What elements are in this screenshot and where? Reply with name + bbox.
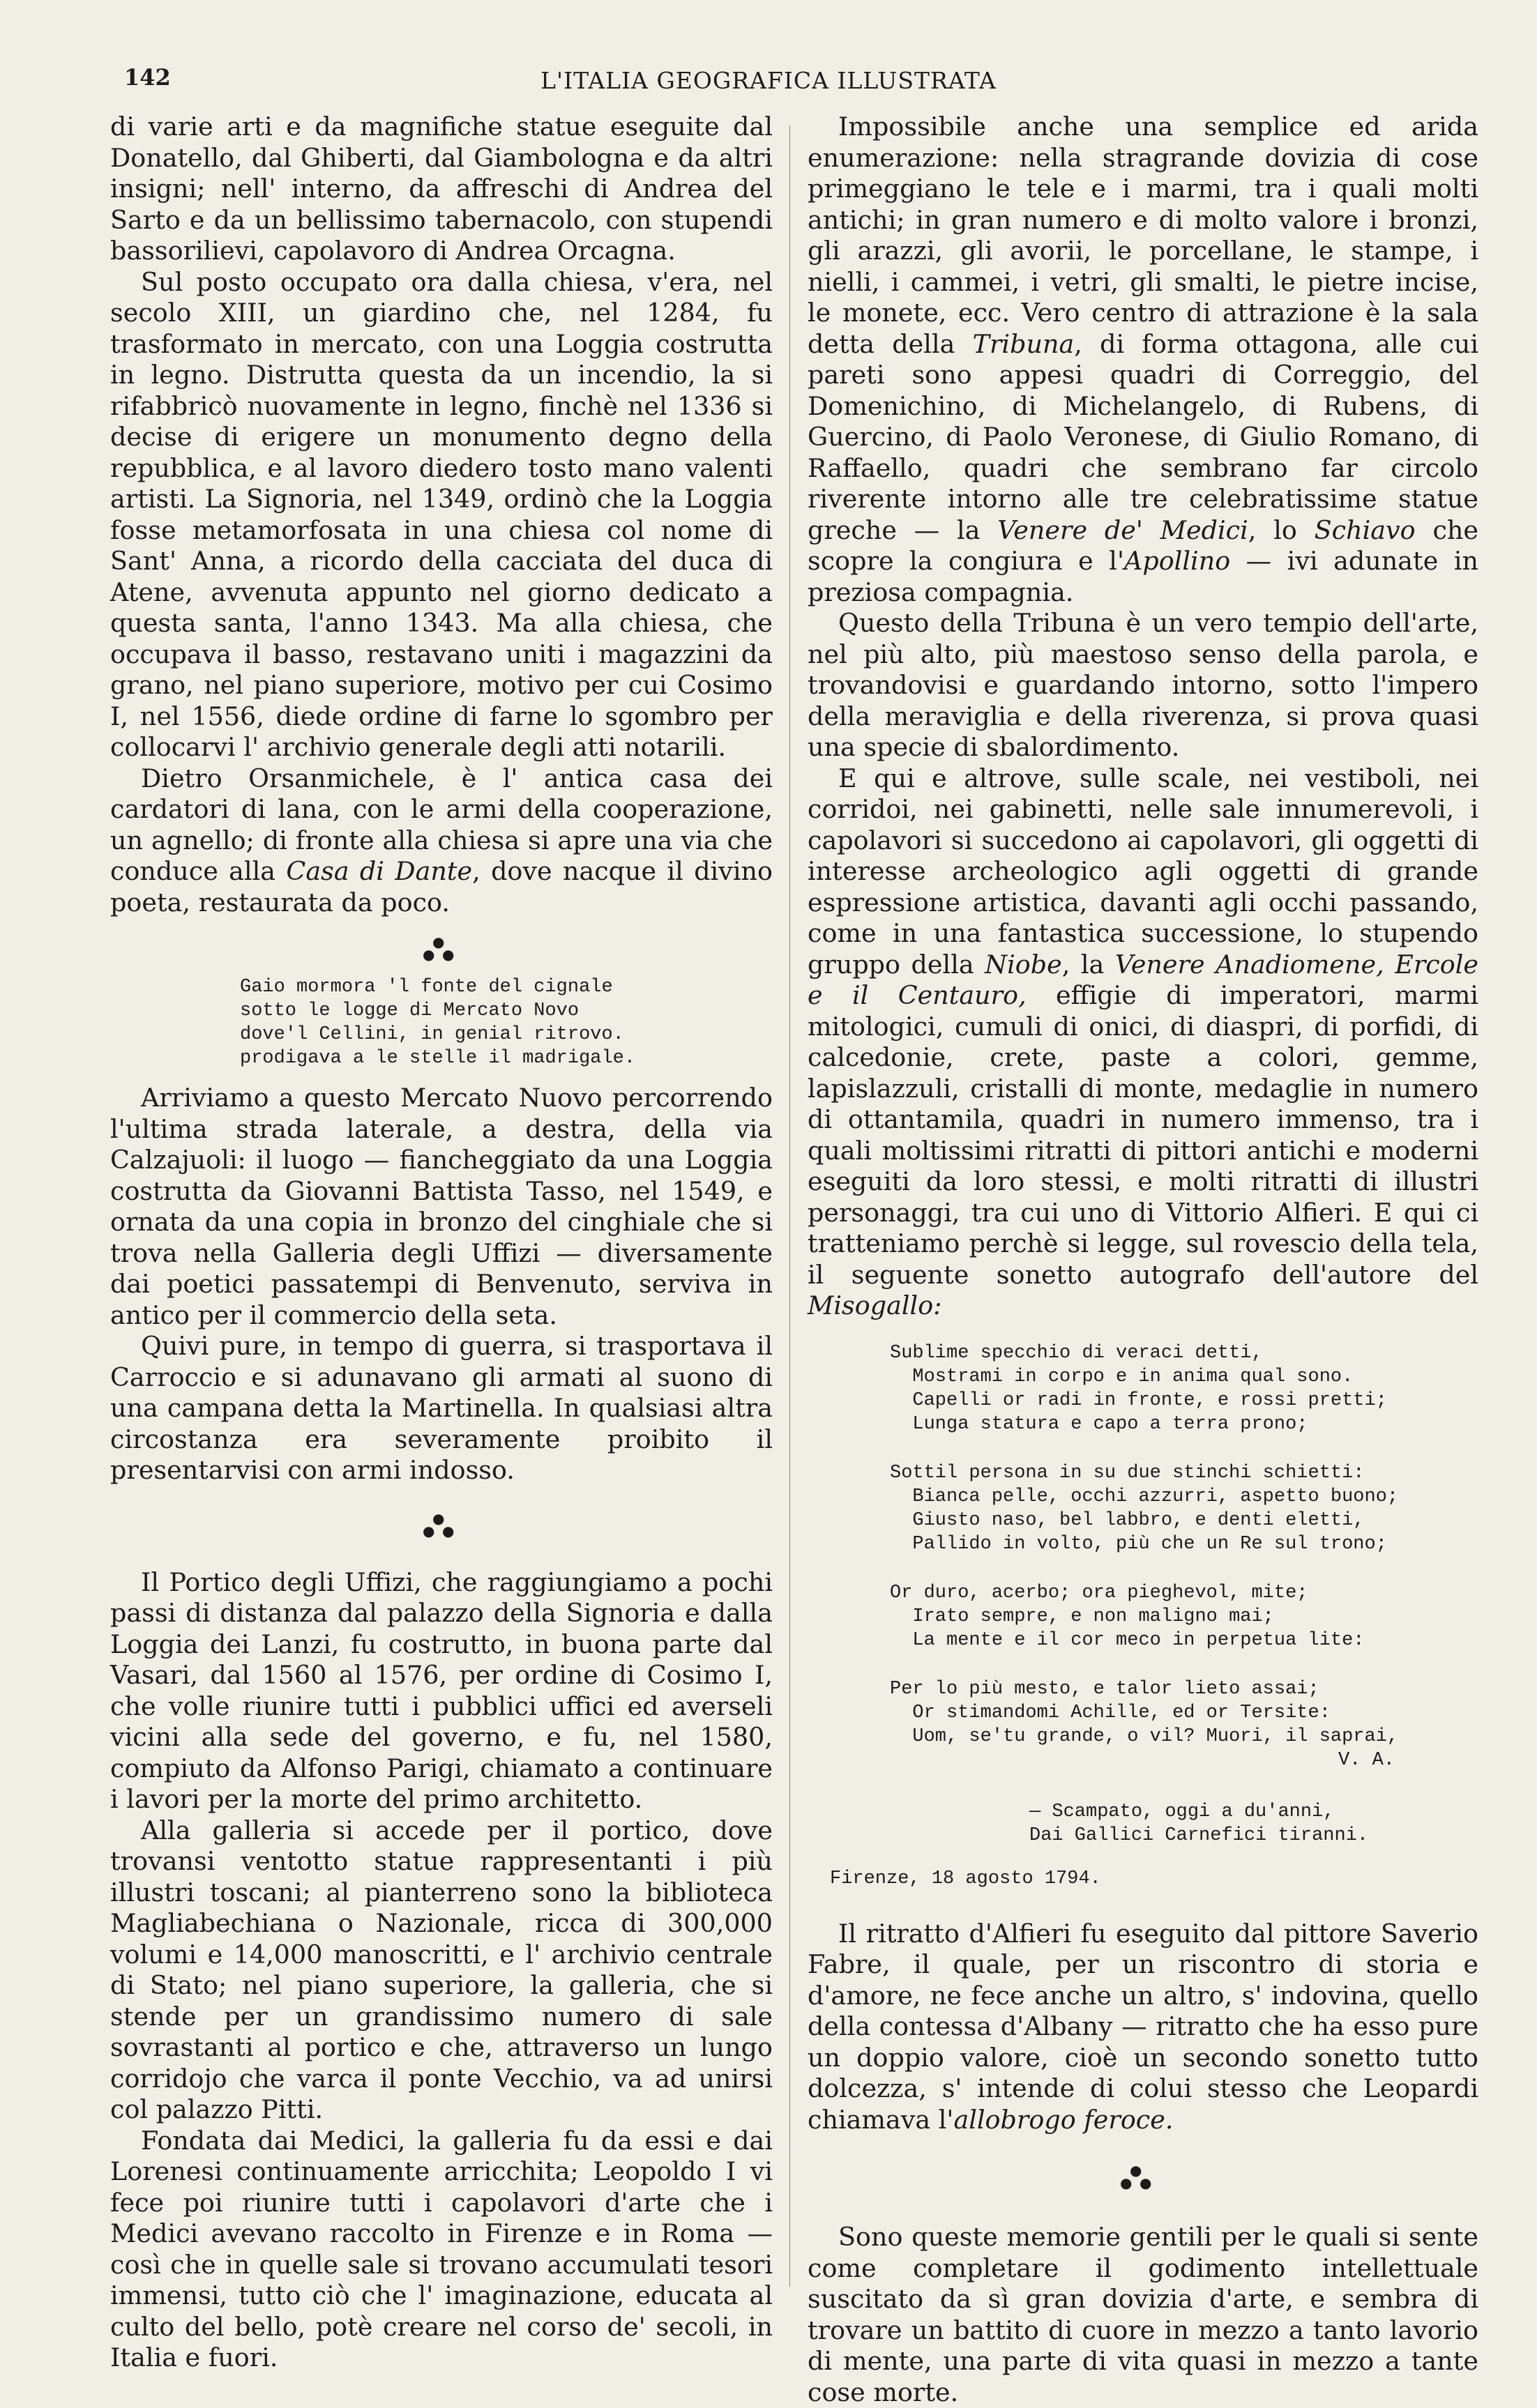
paragraph: Sono queste memorie gentili per le quali si sente come completare il godimento intellettuale suscitato da sì gran dovizia d'arte, e sembra di trovare un battito di cuore in mezzo a tanto lavorio di mente, una parte di vita quasi in mezzo a tante cose morte. xyxy=(808,2222,1478,2407)
verse-line: La mente e il cor meco in perpetua lite: xyxy=(890,1629,1365,1651)
right-column xyxy=(808,112,1478,2408)
text-run: Il ritratto d'Alfieri fu eseguito dal pittore Saverio Fabre, il quale, per un riscontro di storia e d'amore, ne fece anche un altro, s' indovina, quello della contessa d'Albany — ritratto che ha esso pure un doppio valore, cioè un secondo sonetto tutto dolcezza, s' intende di colui stesso che Leopardi chiamava l' xyxy=(808,1918,1478,2135)
paragraph: Il Portico degli Uffizi, che raggiungiamo a pochi passi di distanza dal palazzo della Signoria e dalla Loggia dei Lanzi, fu costrutto, in buona parte dal Vasari, dal 1560 al 1576, per ordine di Cosimo I, che volle riunire tutti i pubblici uffici ed averseli vicini alla sede del governo, e fu, nel 1580, compiuto da Alfonso Parigi, chiamato a continuare i lavori per la morte del primo architetto. xyxy=(110,1567,773,1814)
italic-text: Schiavo xyxy=(1314,515,1416,545)
column-divider xyxy=(789,125,790,2287)
italic-text: Venere de' Medici xyxy=(997,515,1248,545)
verse-line: Giusto naso, bel labbro, e denti eletti, xyxy=(890,1509,1365,1531)
verse-line: prodigava a le stelle il madrigale. xyxy=(240,1048,636,1069)
paragraph xyxy=(808,1919,1478,2136)
italic-text: allobrogo feroce. xyxy=(953,2104,1174,2135)
verse-line: Uom, se'tu grande, o vil? Muori, il saprai, xyxy=(890,1725,1399,1747)
verse-line: sotto le logge di Mercato Novo xyxy=(240,1000,580,1021)
verse-line: Bianca pelle, occhi azzurri, aspetto buono; xyxy=(890,1486,1399,1507)
verse-line: Lunga statura e capo a terra prono; xyxy=(890,1413,1308,1435)
paragraph xyxy=(808,112,1478,608)
paragraph: Arriviamo a questo Mercato Nuovo percorrendo l'ultima strada laterale, a destra, della via Calzajuoli: il luogo — fiancheggiato da una Loggia costrutta da Giovanni Battista Tasso, nel 1549, e ornata da una copia in bronzo del cinghiale che si trova nella Galleria degli Uffizi — diversamente dai poetici passatempi di Benvenuto, serviva in antico per il commercio della seta. xyxy=(110,1083,773,1330)
verse-line: Sublime specchio di veraci detti, xyxy=(890,1342,1263,1364)
paragraph: Alla galleria si accede per il portico, dove trovansi ventotto statue rappresentanti i più illustri toscani; al pianterreno sono la biblioteca Magliabechiana o Nazionale, ricca di 300,000 volumi e 14,000 manoscritti, e l' archivio centrale di Stato; nel piano superiore, la galleria, che si stende per un grandissimo numero di sale sovrastanti al portico e che, attraverso un lungo corridojo che varca il ponte Vecchio, va ad unirsi col palazzo Pitti. xyxy=(110,1815,773,2124)
sonnet-signature: V. A. xyxy=(1338,1749,1395,1771)
sonnet-stanza xyxy=(890,1341,1478,1436)
text-run: Dietro Orsanmichele, è l' antica casa dei cardatori di lana, con le armi della cooperazione, un agnello; di fronte alla chiesa si apre una via che conduce alla xyxy=(110,763,773,886)
sonnet-stanza xyxy=(890,1581,1478,1652)
verse-epigraph xyxy=(110,975,773,1070)
sonnet xyxy=(808,1341,1478,1891)
section-separator: ● ● ● xyxy=(1120,2162,1152,2191)
verse-line: Capelli or radi in fronte, e rossi pretti; xyxy=(890,1389,1387,1411)
text-run: — ivi adunate in preziosa compagnia. xyxy=(808,546,1478,607)
text-run: , lo xyxy=(1248,515,1315,545)
paragraph: di varie arti e da magnifiche statue eseguite dal Donatello, dal Ghiberti, dal Giambologna e da altri insigni; nell' interno, da affreschi di Andrea del Sarto e da un bellissimo tabernacolo, con stupendi bassorilievi, capolavoro di Andrea Orcagna. xyxy=(110,112,773,266)
italic-text: Apollino xyxy=(1123,546,1231,576)
verse-line: Mostrami in corpo e in anima qual sono. xyxy=(890,1366,1354,1387)
sonnet-stanza xyxy=(890,1677,1478,1748)
verse-line: Gaio mormora 'l fonte del cignale xyxy=(240,977,613,998)
page-number: 142 xyxy=(124,64,171,91)
running-title: L'ITALIA GEOGRAFICA ILLUSTRATA xyxy=(540,67,997,94)
verse-line: Dai Gallici Carnefici tiranni. xyxy=(1029,1824,1369,1846)
text-run: , la xyxy=(1061,949,1115,980)
verse-line: Sottil persona in su due stinchi schietti: xyxy=(890,1462,1365,1484)
section-separator: ● ● ● xyxy=(423,1509,455,1539)
left-column xyxy=(110,112,773,2374)
sonnet-stanza xyxy=(890,1461,1478,1556)
italic-text: Misogallo: xyxy=(808,1290,942,1320)
text-run: , dove nacque il divino poeta, restaurata da poco. xyxy=(110,856,773,917)
italic-text: Niobe xyxy=(985,949,1062,980)
italic-text: Venere Anadiomene, Ercole e il Centauro, xyxy=(808,949,1478,1010)
paragraph: Questo della Tribuna è un vero tempio dell'arte, nel più alto, più maestoso senso della parola, e trovandovisi e guardando intorno, sotto l'impero della meraviglia e della riverenza, si prova quasi una specie di sbalordimento. xyxy=(808,608,1478,762)
section-separator: ● ● ● xyxy=(423,934,455,963)
paragraph xyxy=(110,763,773,919)
text-run: E qui e altrove, sulle scale, nei vestiboli, nei corridoi, nei gabinetti, nelle sale innumerevoli, i capolavori si succedono ai capolavori, gli oggetti di interesse archeologico agli oggetti di grande espressione artistica, davanti agli occhi passando, come in una fantastica successione, lo stupendo gruppo della xyxy=(808,763,1478,980)
text-run: effigie di imperatori, marmi mitologici, cumuli di onici, di diaspri, di porfidi, di calcedonie, crete, paste a colori, gemme, lapislazzuli, cristalli di monte, medaglie in numero di ottantamila, quadri in numero immenso, tra i quali moltissimi ritratti di pittori antichi e moderni eseguiti da loro stessi, e molti ritratti di illustri personaggi, tra cui uno di Vittorio Alfieri. E qui ci tratteniamo perchè si legge, sul rovescio della tela, il seguente sonetto autografo dell'autore del xyxy=(808,980,1478,1290)
verse-line: Per lo più mesto, e talor lieto assai; xyxy=(890,1678,1319,1700)
sonnet-dateline: Firenze, 18 agosto 1794. xyxy=(830,1868,1101,1889)
sonnet-note xyxy=(890,1800,1478,1847)
italic-text: Tribuna xyxy=(972,328,1075,359)
text-run: che scopre la congiura e l' xyxy=(808,515,1478,576)
text-run: , di forma ottagona, alle cui pareti sono appesi quadri di Correggio, del Domenichino, di Michelangelo, di Rubens, di Guercino, di Paolo Veronese, di Giulio Romano, di Raffaello, quadri che sembrano far circolo riverente intorno alle tre celebratissime statue greche — la xyxy=(808,328,1478,545)
paragraph: Fondata dai Medici, la galleria fu da essi e dai Lorenesi continuamente arricchita; Leopoldo I vi fece poi riunire tutti i capolavori d'arte che i Medici avevano raccolto in Firenze e in Roma — così che in quelle sale si trovano accumulati tesori immensi, tutto ciò che l' imaginazione, educata al culto del bello, potè creare nel corso de' secoli, in Italia e fuori. xyxy=(110,2125,773,2372)
verse-line: Or stimandomi Achille, ed or Tersite: xyxy=(890,1702,1331,1723)
text-run: Impossibile anche una semplice ed arida enumerazione: nella stragrande dovizia di cose primeggiano le tele e i marmi, tra i quali molti antichi; in gran numero e di molto valore i bronzi, gli arazzi, gli avorii, le porcellane, le stampe, i nielli, i cammei, i vetri, gli smalti, le pietre incise, le monete, ecc. Vero centro di attrazione è la sala detta della xyxy=(808,112,1478,359)
italic-text: Casa di Dante xyxy=(286,856,473,886)
paragraph: Quivi pure, in tempo di guerra, si trasportava il Carroccio e si adunavano gli armati al suono di una campana detta la Martinella. In qualsiasi altra circostanza era severamente proibito il presentarvisi con armi indosso. xyxy=(110,1331,773,1485)
paragraph: Sul posto occupato ora dalla chiesa, v'era, nel secolo XIII, un giardino che, nel 1284, fu trasformato in mercato, con una Loggia costrutta in legno. Distrutta questa da un incendio, la si rifabbricò nuovamente in legno, finchè nel 1336 si decise di erigere un monumento degno della repubblica, e al lavoro diedero tosto mano valenti artisti. La Signoria, nel 1349, ordinò che la Loggia fosse metamorfosata in una chiesa col nome di Sant' Anna, a ricordo della cacciata del duca di Atene, avvenuta appunto nel giorno dedicato a questa santa, l'anno 1343. Ma alla chiesa, che occupava il basso, restavano uniti i magazzini da grano, nel piano superiore, motivo per cui Cosimo I, nel 1556, diede ordine di farne lo sgombro per collocarvi l' archivio generale degli atti notarili. xyxy=(110,266,773,762)
verse-line: Or duro, acerbo; ora pieghevol, mite; xyxy=(890,1582,1308,1603)
verse-line: — Scampato, oggi a du'anni, xyxy=(1029,1801,1335,1822)
verse-line: dove'l Cellini, in genial ritrovo. xyxy=(240,1024,624,1045)
verse-line: Pallido in volto, più che un Re sul trono; xyxy=(890,1533,1387,1555)
paragraph xyxy=(808,763,1478,1322)
verse-line: Irato sempre, e non maligno mai; xyxy=(890,1606,1274,1627)
